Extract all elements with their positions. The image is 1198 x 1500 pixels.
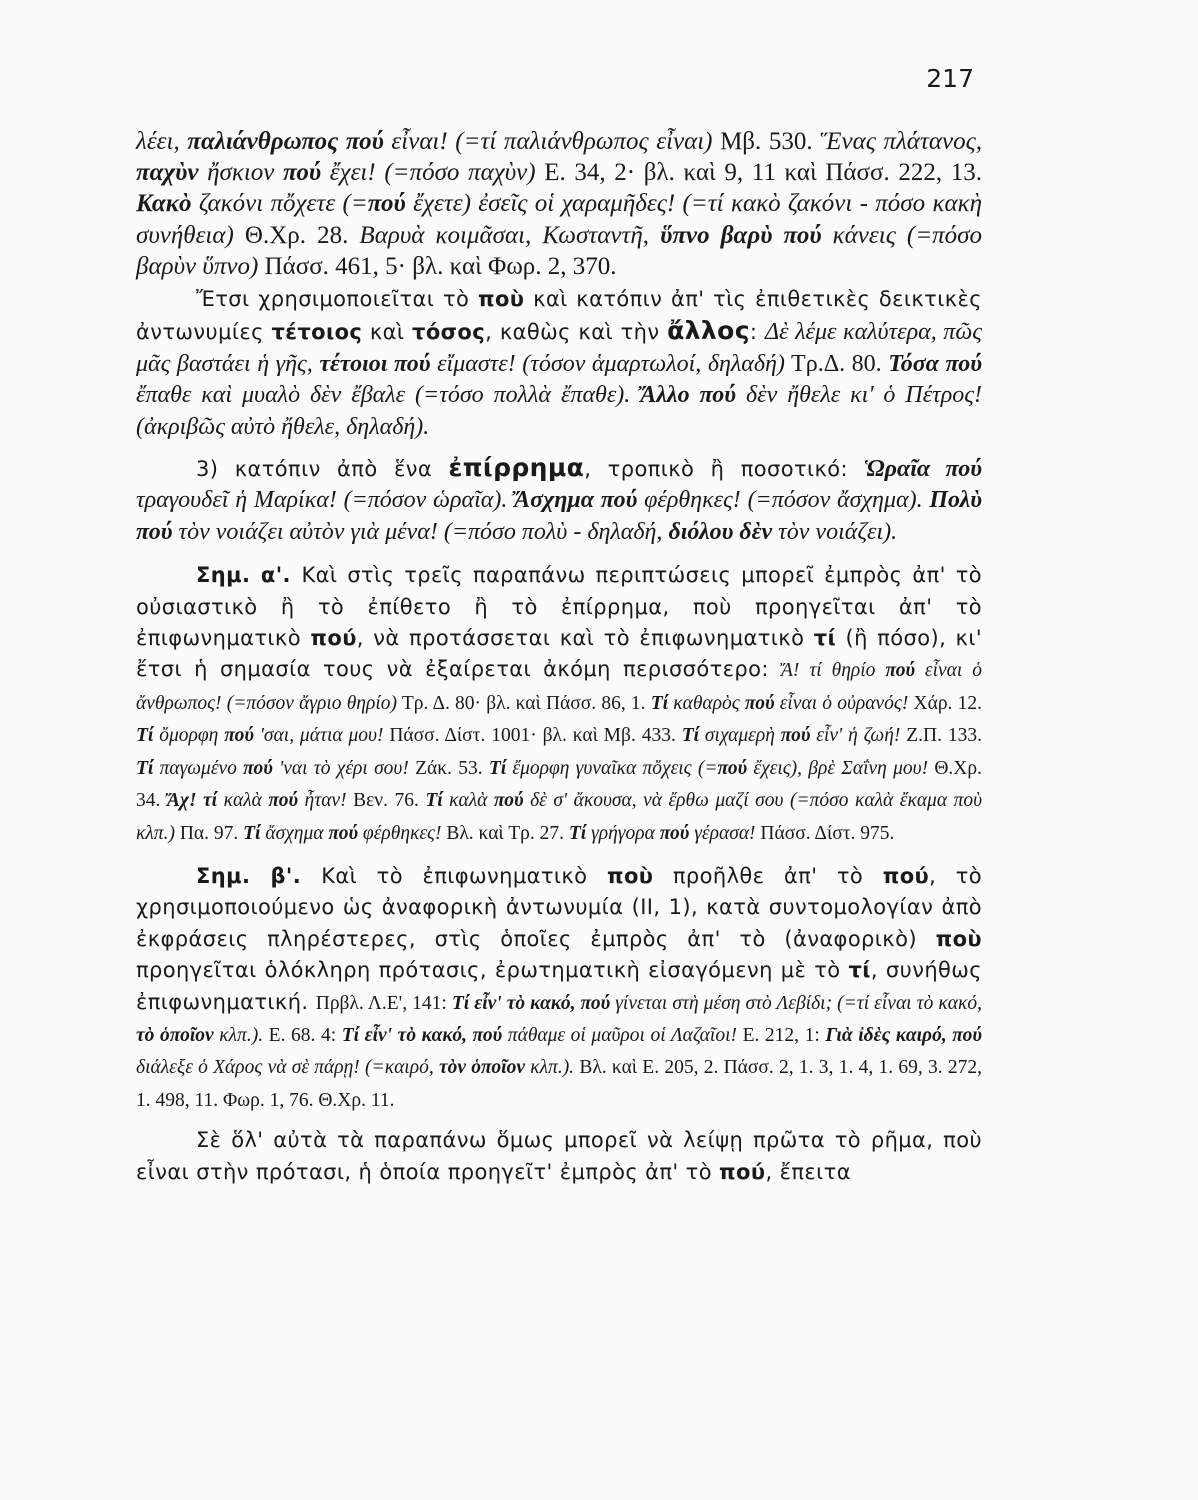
text-run: τραγουδεῖ ἡ Μαρίκα! (=πόσον ὡραῖα).: [136, 487, 515, 514]
text-run: κλπ.).: [213, 1024, 264, 1046]
page-body: [136, 126, 982, 1188]
text-run: Τί: [568, 822, 587, 844]
text-run: Γιὰ ἰδὲς καιρό, πού: [825, 1024, 982, 1046]
text-run: Βαρυὰ κοιμᾶσαι, Κωσταντῆ,: [359, 221, 661, 249]
text-run: τὸν νοιάζει).: [772, 518, 898, 545]
paragraph-demonstrative-pronouns: [136, 284, 982, 443]
text-run: διόλου δὲν: [668, 518, 773, 545]
text-run: , καθὼς καὶ τὴν: [485, 320, 668, 345]
text-run: εἶναι ὁ οὐρανός!: [774, 692, 909, 714]
text-run: γίνεται στὴ μέση στὸ Λεβίδι; (=τί εἶναι τὸ κακό,: [610, 992, 982, 1014]
text-run: Δὲ λέμε καλύτερα, πῶς μᾶς βαστάει ἡ γῆς,: [136, 319, 982, 377]
text-run: πού: [224, 725, 254, 747]
text-run: Τρ. Δ. 80· βλ. καὶ Πάσσ. 86, 1.: [396, 692, 651, 714]
text-run: ἔπαθε καὶ μυαλὸ δὲν ἔβαλε (=τόσο πολλὰ ἔπαθε).: [136, 382, 641, 409]
text-run: δὲν ἤθελε κι' ὁ Πέτρος! (ἀκριβῶς αὐτὸ ἤθελε, δηλαδή).: [136, 382, 983, 440]
text-run: ὄμορφη: [153, 725, 225, 747]
text-run: Ε. 68. 4:: [263, 1024, 342, 1046]
text-run: Σημ. β'.: [196, 863, 322, 888]
text-run: 'ναι τὸ χέρι σου!: [272, 757, 409, 779]
text-run: Τί: [136, 725, 154, 747]
text-run: πού: [744, 692, 775, 714]
text-run: Θ.Χρ. 28.: [233, 221, 360, 249]
text-run: πάθαμε οἱ μαῦροι οἱ Λαζαῖοι!: [502, 1024, 737, 1046]
text-run: τέτοιοι πού: [319, 350, 431, 377]
text-run: ποὺ: [477, 287, 525, 312]
text-run: Μβ. 530.: [712, 128, 821, 155]
text-run: ἔχεις), βρὲ Σαΐνη μου!: [747, 757, 929, 779]
text-run: παχὺν: [136, 159, 199, 187]
text-run: ποὺ: [935, 926, 982, 951]
text-run: ὕπνο βαρὺ πού: [660, 221, 822, 249]
text-run: Χάρ. 12.: [908, 692, 982, 714]
text-run: πού: [367, 190, 406, 218]
text-run: Τί: [243, 822, 261, 844]
text-run: ἔμορφη γυναῖκα πὄχεις (=: [506, 757, 718, 779]
text-run: πού: [882, 863, 930, 888]
text-run: κάνεις (=πόσο βαρὺν ὕπνο): [136, 221, 982, 280]
text-run: Πάσσ. Δίστ. 1001· βλ. καὶ Μβ. 433.: [383, 725, 682, 747]
text-run: κλπ.).: [524, 1057, 575, 1079]
text-run: τὸν ὁποῖον: [438, 1057, 525, 1079]
text-run: εἶναι! (=τί παλιάνθρωπος εἶναι): [383, 128, 713, 155]
text-run: Καὶ στὶς τρεῖς παραπάνω περιπτώσεις μπορεῖ ἐμπρὸς ἀπ' τὸ οὐσιαστικὸ ἢ τὸ ἐπίθετο ἢ τὸ ἐπίρρημα, ποὺ προηγεῖται ἀπ' τὸ ἐπιφωνηματικὸ: [136, 563, 982, 651]
text-run: πού: [659, 822, 690, 844]
text-run: ποὺ: [606, 863, 654, 888]
text-run: τί: [813, 626, 837, 651]
text-run: , συνήθως ἐπιφωνηματική.: [136, 958, 982, 1014]
text-run: λέει,: [136, 128, 188, 155]
text-run: πού: [493, 790, 524, 812]
text-run: Ἄ! τί θηρίο: [781, 660, 886, 682]
text-run: Τρ.Δ. 80.: [784, 350, 889, 377]
text-run: εἶν' ἡ ζωή!: [810, 725, 901, 747]
text-run: Κακὸ: [136, 190, 192, 218]
text-run: γέρασα!: [689, 822, 756, 844]
text-run: , νὰ προτάσσεται καὶ τὸ ἐπιφωνηματικὸ: [356, 626, 814, 651]
paragraph-closing: [136, 1125, 982, 1188]
text-run: Ἔτσι χρησιμοποιεῖται τὸ: [196, 287, 478, 312]
text-run: Τί εἶν' τὸ κακό, πού: [341, 1024, 503, 1046]
text-run: ἦταν!: [298, 790, 347, 812]
text-run: Σημ. α'.: [196, 563, 302, 588]
page-number: 217: [926, 64, 974, 93]
text-run: καλὰ: [442, 790, 494, 812]
text-run: προῆλθε ἀπ' τὸ: [653, 863, 883, 888]
text-run: , τροπικὸ ἢ ποσοτικό:: [584, 457, 865, 482]
text-run: Σὲ ὅλ' αὐτὰ τὰ παραπάνω ὅμως μπορεῖ νὰ λείψῃ πρῶτα τὸ ρῆμα, ποὺ εἶναι στὴν πρότασι, ἡ ὁποία προηγεῖτ' ἐμπρὸς ἀπ' τὸ: [136, 1128, 982, 1184]
text-run: καὶ κατόπιν ἀπ' τὶς ἐπιθετικὲς δεικτικὲς ἀντωνυμίες: [136, 287, 982, 345]
text-run: Βεν. 76.: [346, 790, 426, 812]
text-run: πού: [268, 790, 299, 812]
text-run: Πάσσ. 461, 5· βλ. καὶ Φωρ. 2, 370.: [258, 252, 617, 280]
text-run: Πάσσ. Δίστ. 975.: [755, 822, 895, 844]
text-run: φέρθηκες!: [358, 822, 442, 844]
text-run: Ε. 212, 1:: [737, 1024, 826, 1046]
text-run: ἤσκιον: [198, 159, 284, 187]
text-run: Ἄσχημα πού: [514, 487, 638, 514]
text-run: Ζάκ. 53.: [408, 757, 489, 779]
text-run: Καὶ τὸ ἐπιφωνηματικὸ: [321, 863, 607, 888]
text-run: Ζ.Π. 133.: [900, 725, 982, 747]
text-run: σιχαμερὴ: [699, 725, 781, 747]
text-run: Ε. 34, 2· βλ. καὶ 9, 11 καὶ Πάσσ. 222, 13.: [535, 159, 982, 187]
text-run: :: [749, 320, 766, 345]
text-run: Πα. 97.: [174, 822, 244, 844]
text-run: τί: [848, 958, 871, 983]
text-run: Βλ. καὶ Ε. 205, 2. Πάσσ. 2, 1. 3, 1. 4, 1. 69, 3. 272, 1. 498, 11. Φωρ. 1, 76. Θ.Χρ. 11.: [136, 1057, 982, 1111]
text-run: Τί εἶν' τὸ κακό, πού: [451, 992, 611, 1014]
text-run: πού: [243, 757, 273, 779]
text-run: Ὡραῖα πού: [864, 456, 982, 483]
text-run: Θ.Χρ. 34.: [136, 757, 982, 812]
text-run: Τί: [425, 790, 443, 812]
text-run: ἐπίρρημα: [448, 453, 585, 483]
text-run: Πολὺ πού: [136, 487, 982, 545]
text-run: ἄσχημα: [260, 822, 329, 844]
text-run: καλὰ: [217, 790, 269, 812]
text-run: εἶναι ὁ ἄνθρωπος! (=πόσον ἄγριο θηρίο): [136, 660, 982, 714]
text-run: , ἔπειτα: [765, 1159, 851, 1184]
text-run: Βλ. καὶ Τρ. 27.: [441, 822, 569, 844]
text-run: παλιάνθρωπος πού: [187, 128, 384, 155]
text-run: ἔχετε) ἐσεῖς οἱ χαραμῆδες! (=τί κακὸ ζακόνι - πόσο κακὴ συνήθεια): [136, 190, 982, 249]
text-run: πού: [283, 159, 322, 187]
text-run: γρήγορα: [586, 822, 660, 844]
text-run: Πρβλ. Λ.Ε', 141:: [315, 992, 452, 1014]
paragraph-note-beta: [136, 861, 982, 1116]
text-run: Τί: [650, 692, 669, 714]
text-run: πού: [717, 757, 748, 779]
text-run: παγωμένο: [153, 757, 244, 779]
text-run: πού: [328, 822, 359, 844]
text-run: προηγεῖται ὁλόκληρη πρότασις, ἐρωτηματικὴ εἰσαγόμενη μὲ τὸ: [136, 958, 849, 983]
text-run: εἴμαστε! (τόσον ἁμαρτωλοί, δηλαδή): [430, 350, 785, 377]
text-run: καθαρὸς: [668, 692, 745, 714]
paragraph-note-alpha: [136, 560, 982, 849]
text-run: ζακόνι πὄχετε (=: [191, 190, 368, 218]
text-run: Τόσα πού: [888, 350, 982, 377]
text-run: ἄλλος: [667, 316, 750, 346]
text-run: τὸ ὁποῖον: [136, 1024, 214, 1046]
text-run: Τί: [488, 757, 507, 779]
text-run: διάλεξε ὁ Χάρος νὰ σὲ πάρῃ! (=καιρό,: [136, 1057, 439, 1079]
text-run: , τὸ χρησιμοποιούμενο ὡς ἀναφορικὴ ἀντωνυμία (ΙΙ, 1), κατὰ συντομολογίαν ἀπὸ ἐκφράσεις πληρέστερες, στὶς ὁποῖες ἐμπρὸς ἀπ' τὸ (ἀναφορικὸ): [136, 863, 982, 951]
text-run: καὶ: [362, 320, 413, 345]
text-run: πού: [310, 626, 357, 651]
paragraph-exclamatory-noun-examples: [136, 126, 982, 282]
text-run: 3) κατόπιν ἀπὸ ἕνα: [196, 457, 449, 482]
text-run: πού: [780, 725, 811, 747]
paragraph-adverb-case: [136, 452, 982, 548]
text-run: (ἢ πόσο), κι' ἔτσι ἡ σημασία τους νὰ ἐξαίρεται ἀκόμη περισσότερο:: [136, 626, 982, 682]
text-run: πού: [719, 1159, 766, 1184]
text-run: Ἄλλο πού: [640, 382, 737, 409]
text-run: 'σαι, μάτια μου!: [253, 725, 384, 747]
text-run: φέρθηκες! (=πόσον ἄσχημα).: [637, 487, 930, 514]
text-run: δὲ σ' ἄκουσα, νὰ ἔρθω μαζί σου (=πόσο καλὰ ἔκαμα ποὺ κλπ.): [136, 790, 983, 844]
text-run: Τί: [136, 757, 154, 779]
text-run: Ἄχ! τί: [166, 790, 218, 812]
text-run: τόσος: [412, 320, 486, 345]
text-run: ἔχει! (=πόσο παχὺν): [321, 159, 536, 187]
text-run: τέτοιος: [271, 320, 363, 345]
text-run: Τί: [681, 725, 700, 747]
text-run: πού: [885, 660, 915, 682]
text-run: Ἕνας πλάτανος,: [820, 128, 982, 155]
text-run: τὸν νοιάζει αὐτὸν γιὰ μένα! (=πόσο πολὺ - δηλαδή,: [172, 518, 669, 545]
